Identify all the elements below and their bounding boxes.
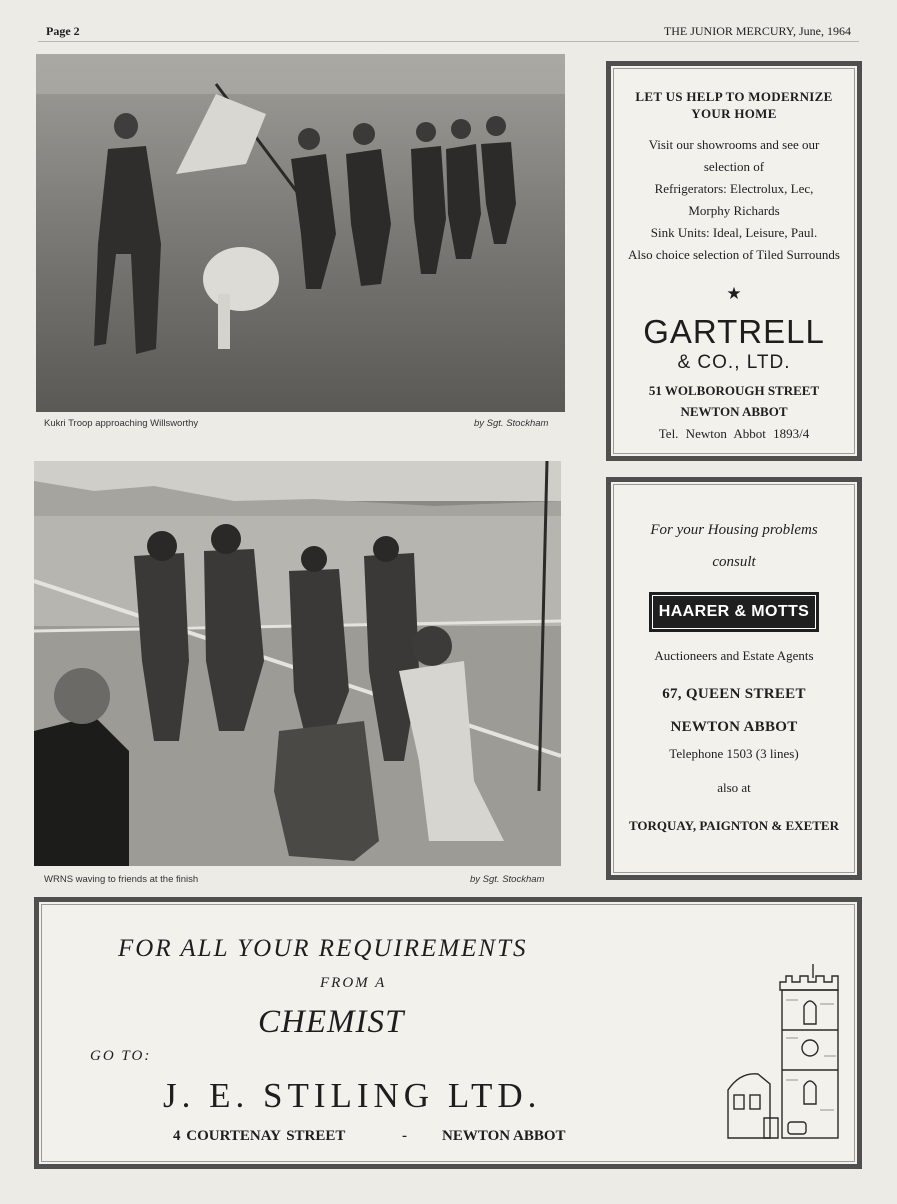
haarer-towns: TORQUAY, PAIGNTON & EXETER bbox=[629, 818, 839, 833]
gartrell-address-1: 51 WOLBOROUGH STREET bbox=[648, 383, 820, 398]
gartrell-telephone: Tel. Newton Abbot 1893/4 bbox=[658, 426, 810, 441]
haarer-motts-logo: HAARER & MOTTS bbox=[649, 592, 819, 632]
gartrell-headline-2: YOUR HOME bbox=[691, 106, 777, 121]
gartrell-body-4: Morphy Richards bbox=[688, 203, 780, 218]
gartrell-company: & CO., LTD. bbox=[677, 352, 791, 373]
gartrell-address-2: NEWTON ABBOT bbox=[680, 404, 788, 419]
gartrell-body-3: Refrigerators: Electrolux, Lec, bbox=[654, 181, 814, 196]
gartrell-body-5: Sink Units: Ideal, Leisure, Paul. bbox=[650, 225, 818, 240]
stiling-town: NEWTON ABBOT bbox=[442, 1128, 566, 1144]
haarer-also: also at bbox=[717, 780, 751, 795]
photo1-caption: Kukri Troop approaching Willsworthy bbox=[44, 418, 199, 429]
ad-haarer-motts bbox=[606, 477, 862, 880]
gartrell-headline-1: LET US HELP TO MODERNIZE bbox=[635, 89, 833, 104]
stiling-street: 4 COURTENAY STREET bbox=[173, 1128, 346, 1144]
haarer-address-2: NEWTON ABBOT bbox=[670, 719, 798, 735]
photo-kukri-troop bbox=[36, 54, 565, 412]
photo2-credit: by Sgt. Stockham bbox=[470, 874, 545, 885]
haarer-address-1: 67, QUEEN STREET bbox=[662, 686, 806, 702]
gartrell-body-1: Visit our showrooms and see our bbox=[648, 137, 820, 152]
page-number: Page 2 bbox=[46, 24, 80, 38]
stiling-line-4: GO TO: bbox=[90, 1048, 152, 1064]
haarer-line-2: consult bbox=[712, 554, 756, 570]
masthead: THE JUNIOR MERCURY, June, 1964 bbox=[663, 24, 851, 38]
church-tower-illustration-icon bbox=[720, 960, 845, 1150]
haarer-line-1: For your Housing problems bbox=[650, 522, 818, 538]
gartrell-body-6: Also choice selection of Tiled Surrounds bbox=[628, 247, 840, 262]
stiling-separator: - bbox=[402, 1128, 407, 1144]
stiling-line-3: CHEMIST bbox=[258, 1004, 405, 1040]
stiling-line-1: FOR ALL YOUR REQUIREMENTS bbox=[118, 935, 528, 962]
photo2-caption: WRNS waving to friends at the finish bbox=[44, 874, 199, 885]
header-rule bbox=[38, 41, 859, 42]
star-icon: ★ bbox=[726, 284, 742, 303]
photo1-credit: by Sgt. Stockham bbox=[474, 418, 549, 429]
stiling-name: J. E. STILING LTD. bbox=[163, 1076, 542, 1115]
gartrell-body-2: selection of bbox=[703, 159, 765, 174]
gartrell-name: GARTRELL bbox=[643, 313, 825, 350]
haarer-subtitle: Auctioneers and Estate Agents bbox=[654, 648, 814, 663]
ad-gartrell bbox=[606, 61, 862, 461]
haarer-telephone: Telephone 1503 (3 lines) bbox=[669, 746, 799, 761]
photo-wrns-finish bbox=[34, 461, 561, 866]
stiling-line-2: FROM A bbox=[320, 975, 387, 991]
